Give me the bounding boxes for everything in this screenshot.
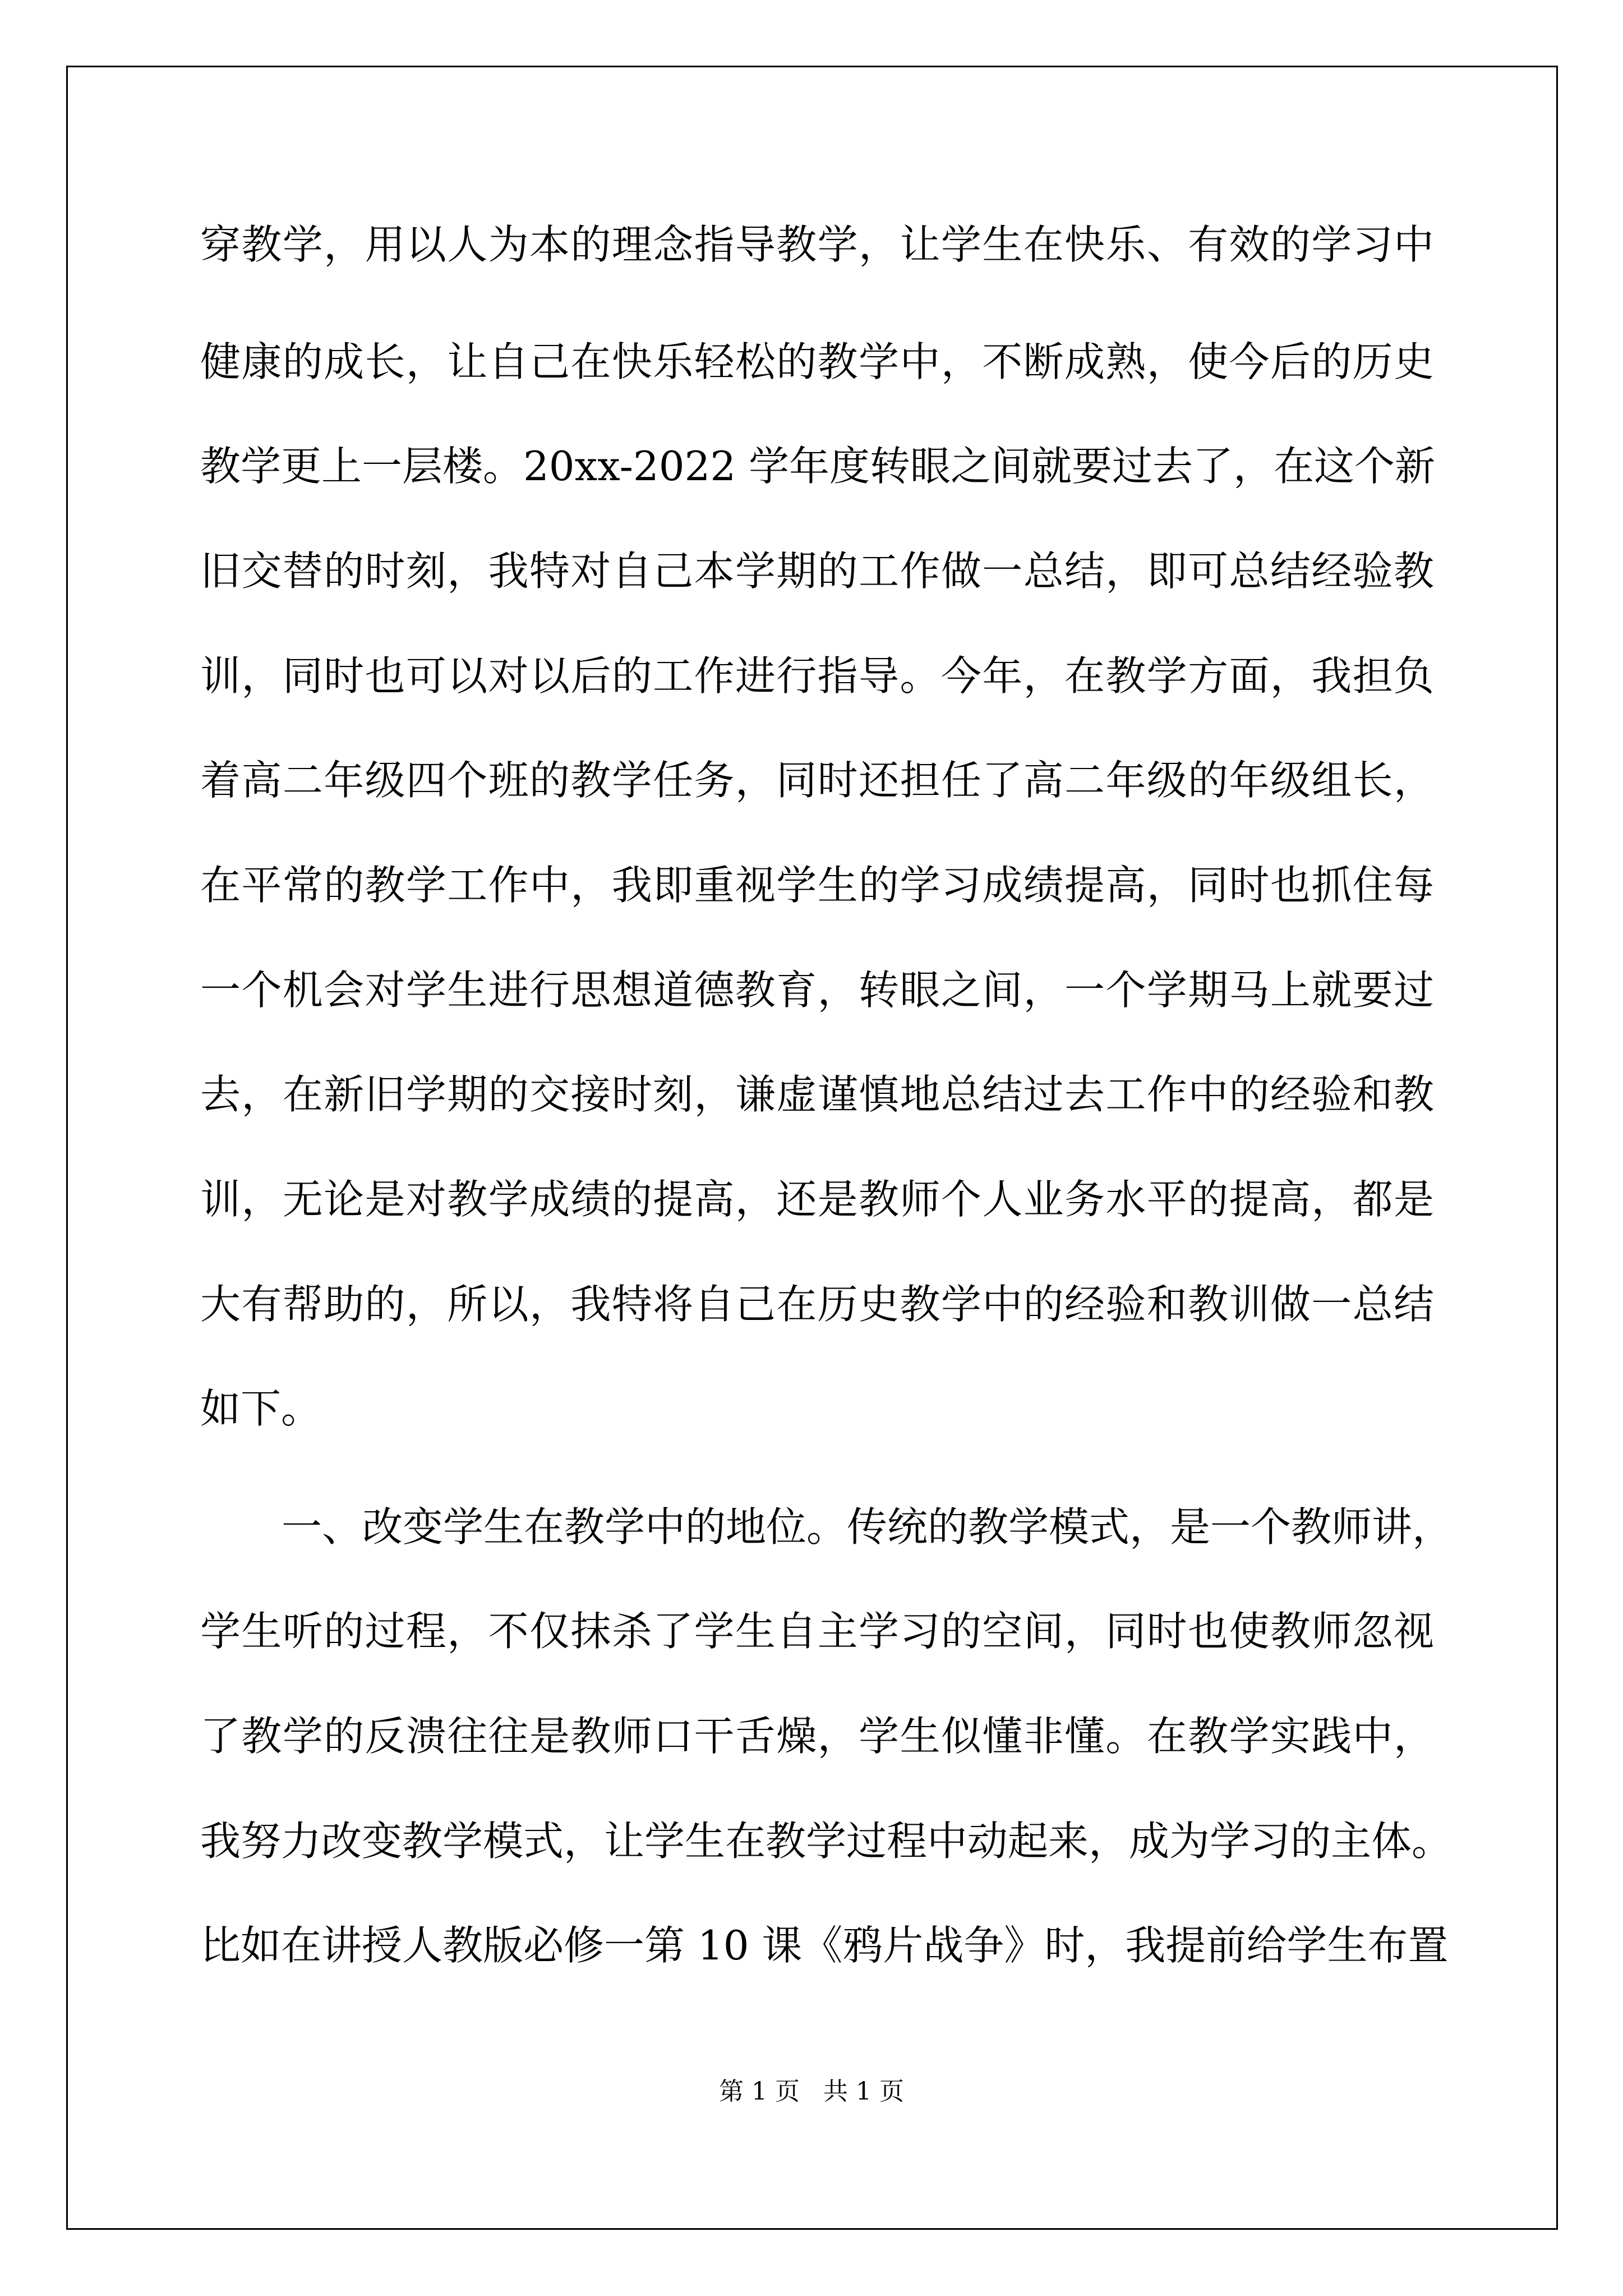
- text-line: 大有帮助的，所以，我特将自己在历史教学中的经验和教训做一总结: [200, 1281, 1434, 1328]
- text-line: 去，在新旧学期的交接时刻，谦虚谨慎地总结过去工作中的经验和教: [200, 1071, 1434, 1118]
- text-line: 比如在讲授人教版必修一第 10 课《鸦片战争》时，我提前给学生布置: [200, 1922, 1449, 1969]
- text-line: 训，同时也可以对以后的工作进行指导。今年，在教学方面，我担负: [200, 652, 1434, 700]
- text-line: 教学更上一层楼。20xx-2022 学年度转眼之间就要过去了，在这个新: [200, 443, 1436, 490]
- page-border: [66, 66, 1558, 2230]
- text-line: 旧交替的时刻，我特对自己本学期的工作做一总结，即可总结经验教: [200, 547, 1434, 595]
- page-footer: 第 1 页 共 1 页: [719, 2077, 904, 2106]
- text-line: 一个机会对学生进行思想道德教育，转眼之间，一个学期马上就要过: [200, 967, 1434, 1014]
- text-line: 学生听的过程，不仅抹杀了学生自主学习的空间，同时也使教师忽视: [200, 1608, 1434, 1655]
- text-line: 如下。: [200, 1385, 322, 1432]
- text-line: 着高二年级四个班的教学任务，同时还担任了高二年级的年级组长，: [200, 757, 1434, 804]
- text-line: 我努力改变教学模式，让学生在教学过程中动起来，成为学习的主体。: [200, 1818, 1453, 1865]
- text-line: 穿教学，用以人为本的理念指导教学，让学生在快乐、有效的学习中: [200, 221, 1434, 268]
- text-line: 了教学的反溃往往是教师口干舌燥，学生似懂非懂。在教学实践中，: [200, 1713, 1434, 1760]
- text-line: 在平常的教学工作中，我即重视学生的学习成绩提高，同时也抓住每: [200, 862, 1434, 909]
- text-line: 训，无论是对教学成绩的提高，还是教师个人业务水平的提高，都是: [200, 1176, 1434, 1223]
- text-line: 健康的成长，让自己在快乐轻松的教学中，不断成熟，使今后的历史: [200, 338, 1434, 385]
- paragraph-first-line: 一、改变学生在教学中的地位。传统的教学模式，是一个教师讲，: [282, 1503, 1453, 1550]
